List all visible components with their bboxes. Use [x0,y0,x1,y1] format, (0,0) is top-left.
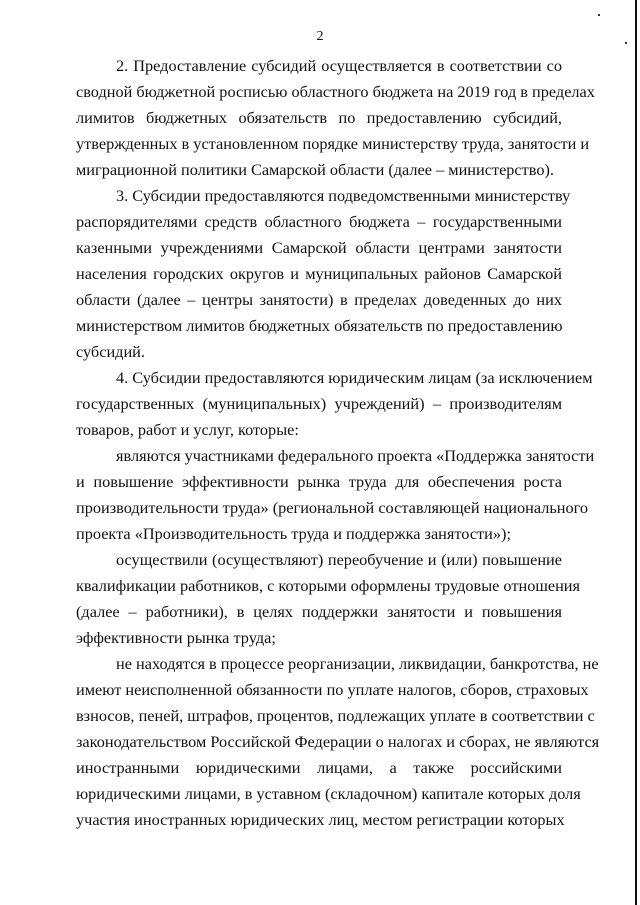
paragraph [76,183,571,365]
page-number: 2 [316,29,324,44]
text-line: субсидий. [76,342,145,361]
text-line: имеют неисполненной обязанности по уплате налогов, сборов, страховых [76,680,589,699]
text-line: 2. Предоставление субсидий осуществляется в соответствии со [116,56,562,75]
paragraph [76,651,600,833]
text-line: области (далее – центры занятости) в пределах доведенных до них [76,290,562,309]
text-line: осуществили (осуществляют) переобучение и (или) повышение [116,550,562,569]
paragraph [76,547,581,651]
text-line: участия иностранных юридических лиц, местом регистрации которых [76,810,565,829]
text-line: не находятся в процессе реорганизации, ликвидации, банкротства, не [116,654,599,673]
scan-speck [598,14,600,16]
text-line: утвержденных в установленном порядке министерству труда, занятости и [76,134,590,153]
text-line: лимитов бюджетных обязательств по предоставлению субсидий, [76,108,562,127]
text-line: (далее – работники), в целях поддержки занятости и повышения [76,602,562,621]
page-right-border [635,0,637,905]
text-line: государственных (муниципальных) учреждений) – производителям [76,394,562,413]
text-line: эффективности рынка труда; [76,628,276,647]
text-line: и повышение эффективности рынка труда для обеспечения роста [76,472,562,491]
text-line: сводной бюджетной росписью областного бюджета на 2019 год в пределах [76,82,595,101]
text-line: законодательством Российской Федерации о налогах и сборах, не являются [76,732,600,751]
text-line: являются участниками федерального проекта «Поддержка занятости [116,446,595,465]
scan-speck [625,42,627,44]
text-line: министерством лимитов бюджетных обязательств по предоставлению [76,316,563,335]
paragraph [76,365,593,443]
text-line: 3. Субсидии предоставляются подведомственными министерству [116,186,571,205]
text-line: квалификации работников, с которыми оформлены трудовые отношения [76,576,581,595]
paragraph [76,443,595,547]
text-line: проекта «Производительность труда и поддержка занятости»); [76,524,511,543]
text-line: товаров, работ и услуг, которые: [76,420,299,439]
text-line: 4. Субсидии предоставляются юридическим лицам (за исключением [116,368,593,387]
text-line: иностранными юридическими лицами, а также российскими [76,758,562,777]
text-line: казенными учреждениями Самарской области центрами занятости [76,238,562,257]
text-line: взносов, пеней, штрафов, процентов, подлежащих уплате в соответствии с [76,706,595,725]
text-line: населения городских округов и муниципальных районов Самарской [76,264,562,283]
document-body [76,53,600,833]
text-line: производительности труда» (региональной составляющей национального [76,498,589,517]
text-line: юридическими лицами, в уставном (складочном) капитале которых доля [76,784,581,803]
text-line: распорядителями средств областного бюджета – государственными [76,212,562,231]
paragraph [76,53,595,183]
text-line: миграционной политики Самарской области (далее – министерство). [76,160,554,179]
